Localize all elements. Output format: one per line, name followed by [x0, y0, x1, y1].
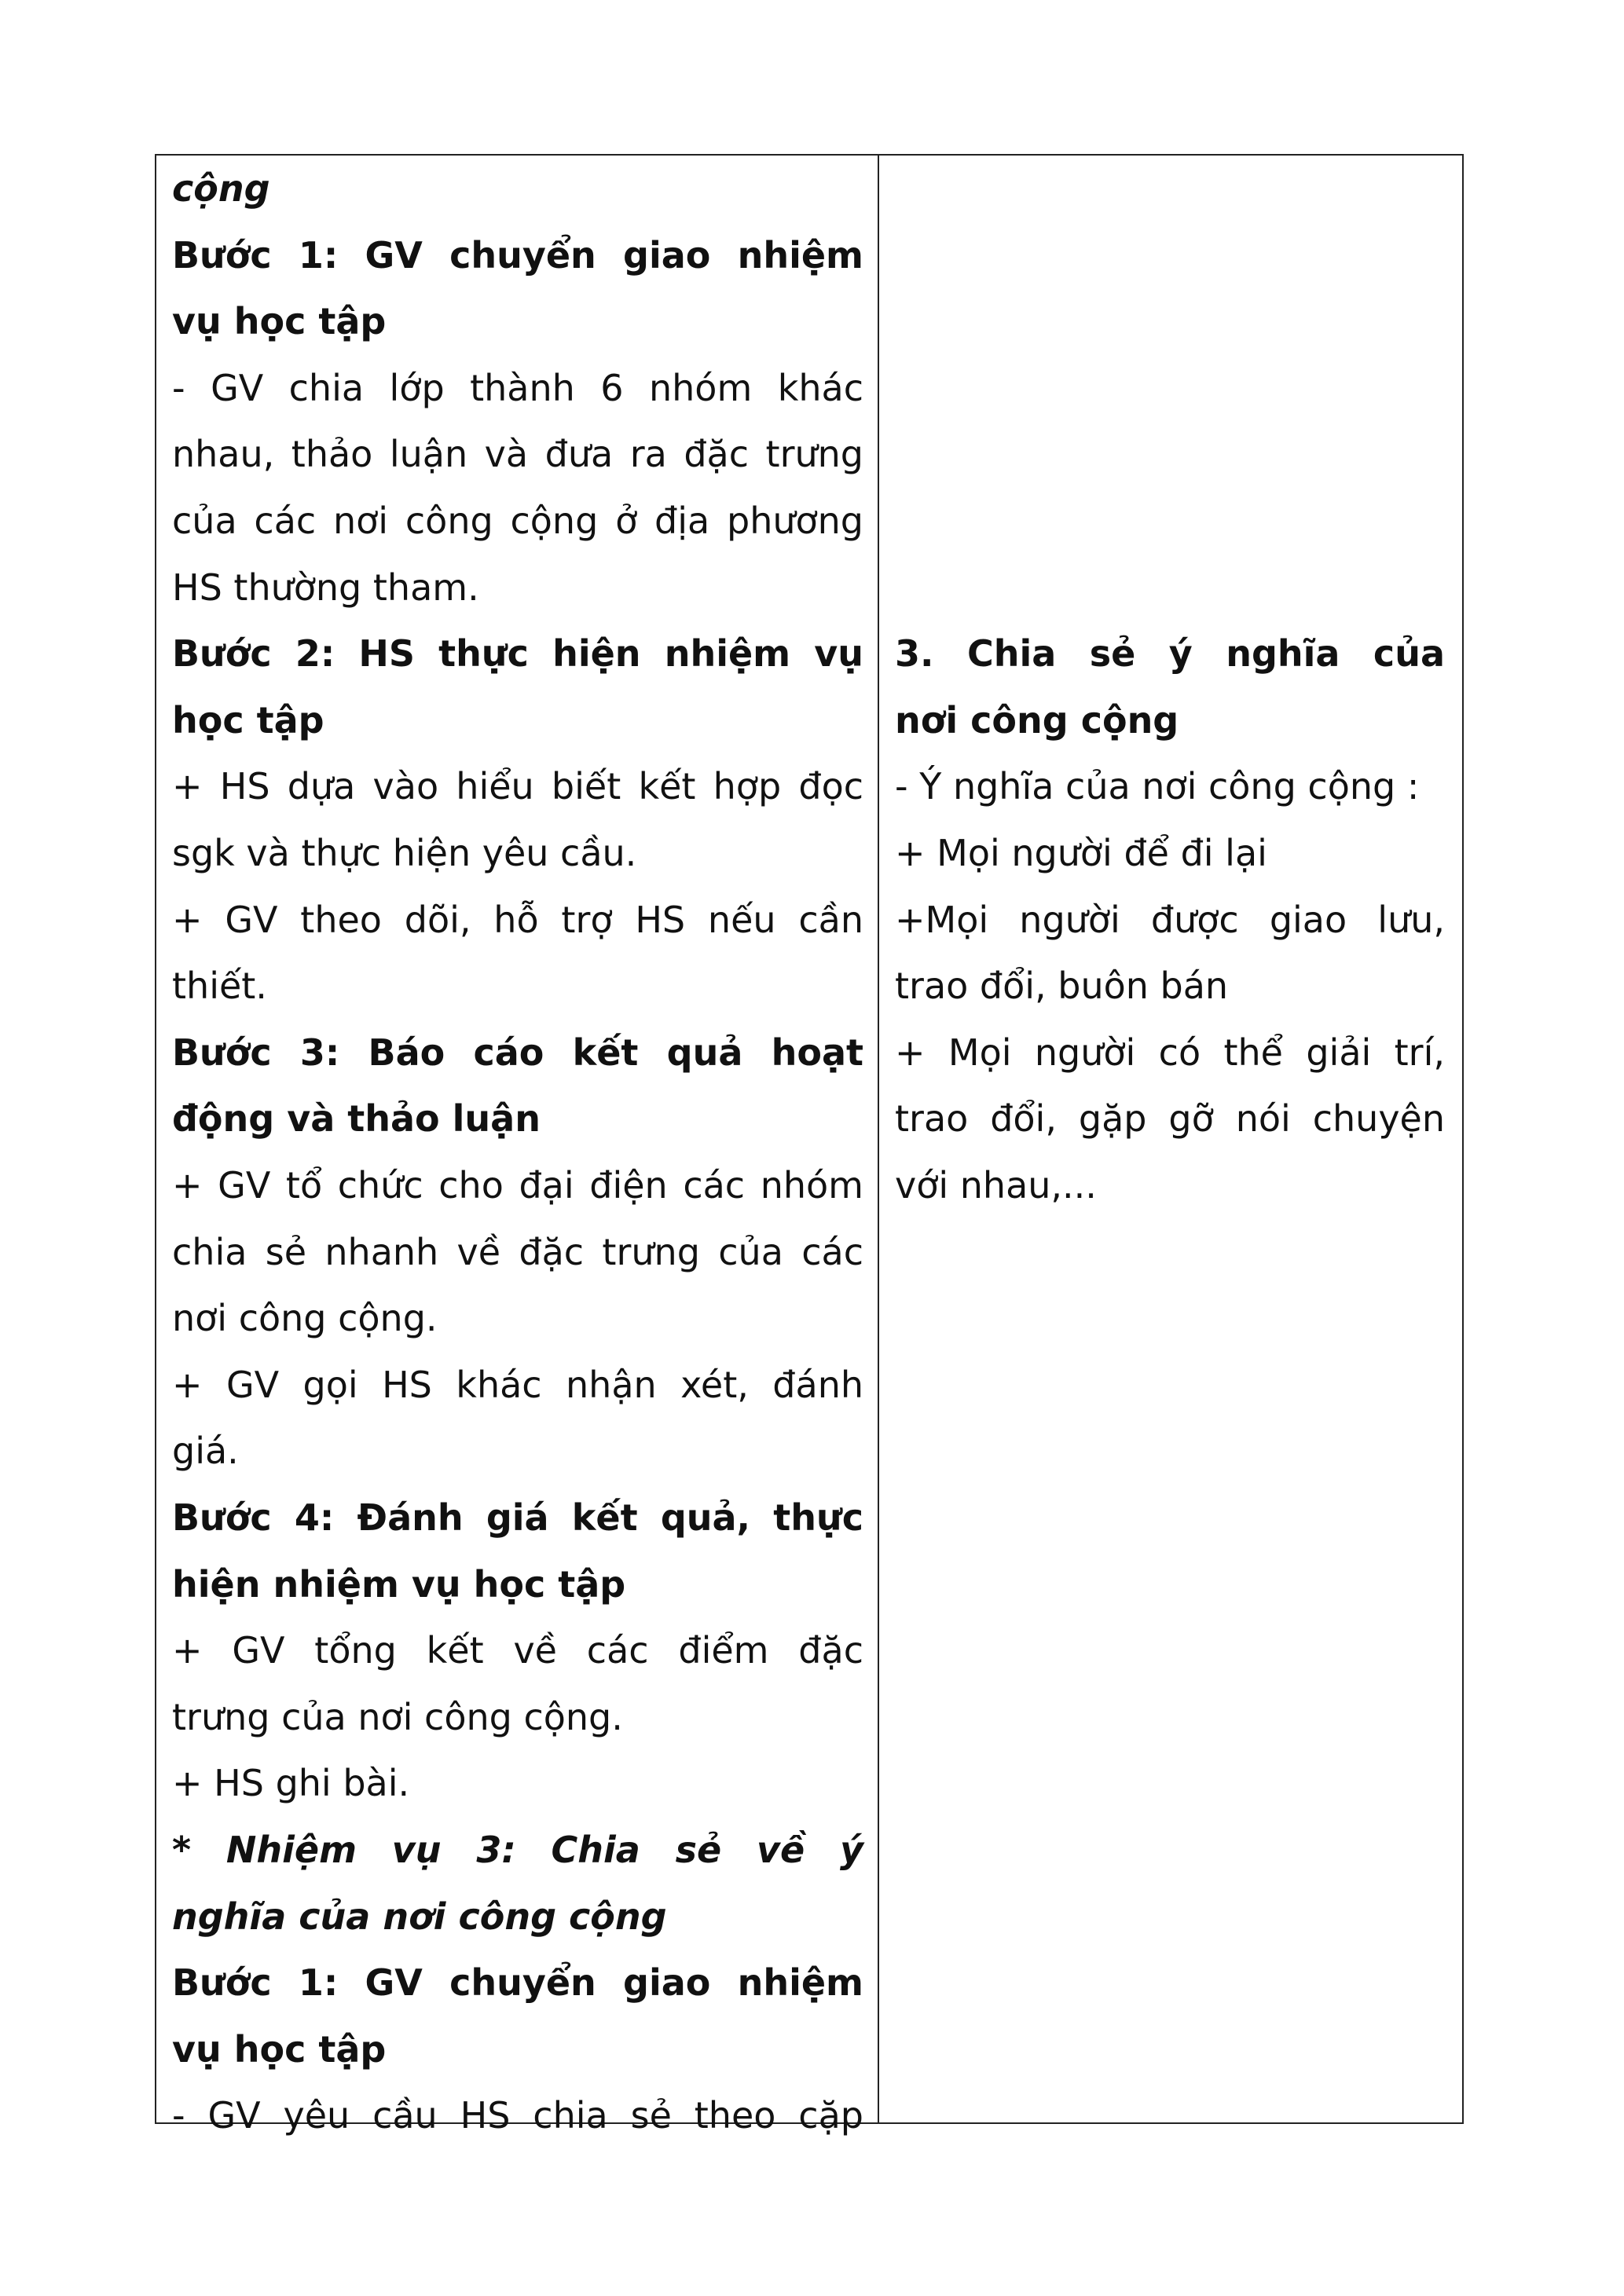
- content-line: +Mọi người được giao lưu,: [895, 898, 1445, 941]
- content-line: + Mọi người có thể giải trí,: [895, 1031, 1445, 1074]
- activity-line: + GV gọi HS khác nhận xét, đánh: [172, 1363, 863, 1406]
- activity-line: sgk và thực hiện yêu cầu.: [172, 832, 637, 874]
- activity-line: vụ học tập: [172, 2027, 387, 2071]
- content-line: + Mọi người để đi lại: [895, 832, 1267, 874]
- activity-line: - GV chia lớp thành 6 nhóm khác: [172, 366, 863, 409]
- activity-line: chia sẻ nhanh về đặc trưng của các: [172, 1230, 863, 1273]
- content-line: nơi công cộng: [895, 698, 1179, 742]
- activity-line: Bước 1: GV chuyển giao nhiệm: [172, 233, 863, 276]
- activity-line: Bước 2: HS thực hiện nhiệm vụ: [172, 632, 863, 676]
- activity-line: + GV tổng kết về các điểm đặc: [172, 1629, 863, 1672]
- activity-line: Bước 4: Đánh giá kết quả, thực: [172, 1496, 863, 1539]
- column-divider: [878, 156, 879, 2122]
- activity-line: Bước 1: GV chuyển giao nhiệm: [172, 1961, 863, 2005]
- activity-line: + HS ghi bài.: [172, 1762, 410, 1805]
- activity-line: của các nơi công cộng ở địa phương: [172, 500, 863, 542]
- activity-line: động và thảo luận: [172, 1097, 541, 1141]
- activity-line: trưng của nơi công cộng.: [172, 1695, 623, 1738]
- activity-line: HS thường tham.: [172, 566, 479, 609]
- content-line: - Ý nghĩa của nơi công cộng :: [895, 765, 1420, 808]
- activity-line: nơi công cộng.: [172, 1297, 438, 1340]
- content-line: trao đổi, gặp gỡ nói chuyện: [895, 1097, 1445, 1141]
- content-line: với nhau,...: [895, 1164, 1097, 1207]
- activity-line: Bước 3: Báo cáo kết quả hoạt: [172, 1031, 863, 1074]
- activity-line: + HS dựa vào hiểu biết kết hợp đọc: [172, 765, 863, 808]
- activity-line: nhau, thảo luận và đưa ra đặc trưng: [172, 433, 863, 476]
- activity-line: * Nhiệm vụ 3: Chia sẻ về ý: [172, 1829, 863, 1871]
- activity-line: + GV tổ chức cho đại điện các nhóm: [172, 1164, 863, 1207]
- activity-line: cộng: [172, 167, 270, 210]
- activity-line: vụ học tập: [172, 300, 387, 343]
- activity-line: nghĩa của nơi công cộng: [172, 1895, 667, 1938]
- activity-line: + GV theo dõi, hỗ trợ HS nếu cần: [172, 898, 863, 941]
- content-line: 3. Chia sẻ ý nghĩa của: [895, 632, 1445, 676]
- activity-line: thiết.: [172, 965, 267, 1008]
- activity-line: - GV yêu cầu HS chia sẻ theo cặp: [172, 2094, 863, 2137]
- activity-line: hiện nhiệm vụ học tập: [172, 1562, 626, 1606]
- activity-line: học tập: [172, 698, 324, 742]
- activity-line: giá.: [172, 1430, 239, 1473]
- content-line: trao đổi, buôn bán: [895, 965, 1229, 1008]
- lesson-table: [155, 154, 1464, 2137]
